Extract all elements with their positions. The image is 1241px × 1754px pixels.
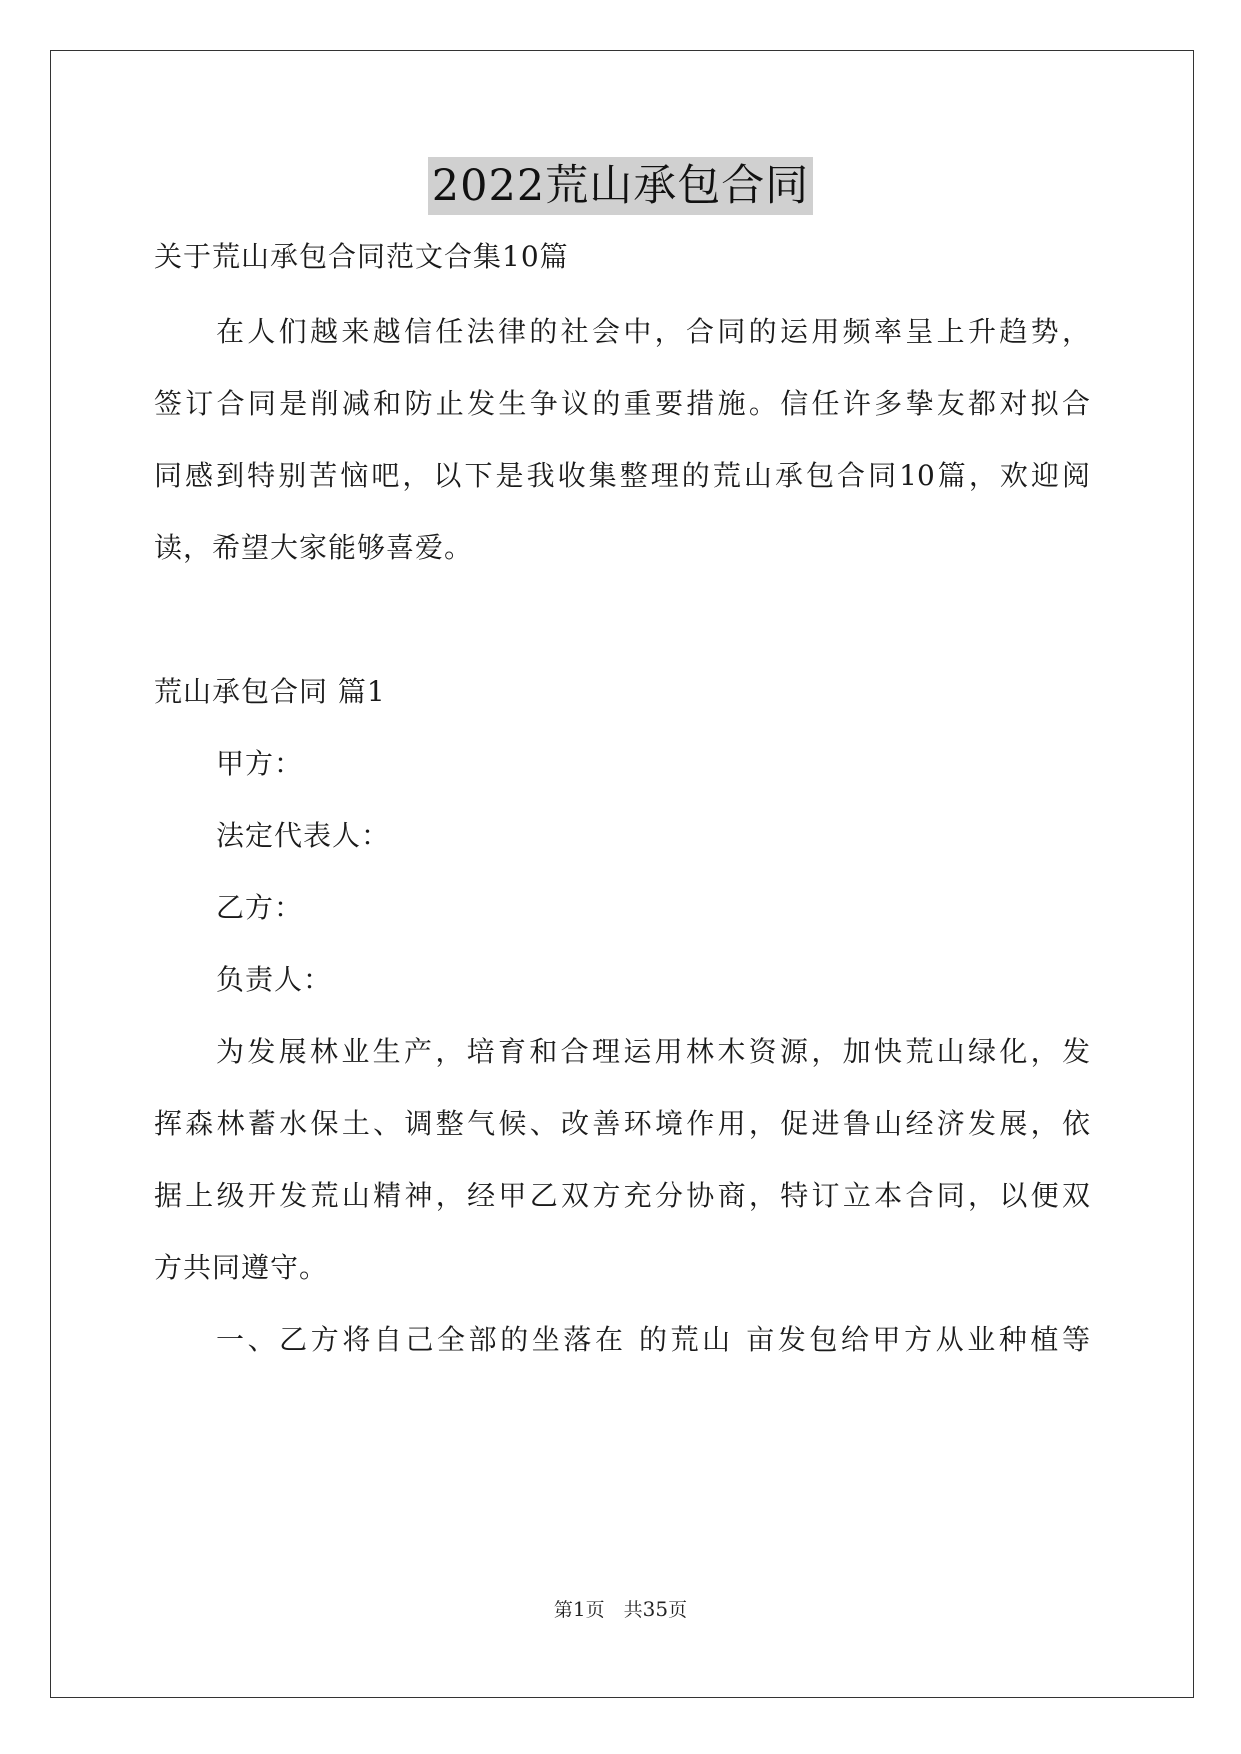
legal-representative-label: 法定代表人：: [216, 819, 391, 852]
footer-mid: 页 共: [585, 1599, 643, 1621]
intro-line-2: 签订合同是削减和防止发生争议的重要措施。信任许多挚友都对拟合: [154, 387, 1090, 420]
party-a-label: 甲方：: [216, 747, 304, 780]
footer-page-number: 1: [572, 1597, 586, 1621]
intro-line-3: 同感到特别苦恼吧，以下是我收集整理的荒山承包合同10篇，欢迎阅: [154, 459, 1090, 492]
page-footer: [0, 1597, 1241, 1622]
footer-prefix: 第: [553, 1599, 573, 1621]
purpose-line-3: 据上级开发荒山精神，经甲乙双方充分协商，特订立本合同，以便双: [154, 1179, 1090, 1212]
page-border: [50, 50, 1194, 1698]
footer-total-pages: 35: [642, 1597, 669, 1621]
clause-1-line: 一、乙方将自己全部的坐落在 的荒山 亩发包给甲方从业种植等: [216, 1323, 1090, 1356]
intro-line-1: 在人们越来越信任法律的社会中，合同的运用频率呈上升趋势，: [216, 315, 1090, 348]
party-b-label: 乙方：: [216, 891, 304, 924]
purpose-line-2: 挥森林蓄水保土、调整气候、改善环境作用，促进鲁山经济发展，依: [154, 1107, 1090, 1140]
subtitle: 关于荒山承包合同范文合集10篇: [154, 240, 569, 273]
document-title: 2022荒山承包合同: [428, 157, 813, 215]
footer-suffix: 页: [668, 1599, 688, 1621]
purpose-line-4: 方共同遵守。: [154, 1251, 329, 1284]
purpose-line-1: 为发展林业生产，培育和合理运用林木资源，加快荒山绿化，发: [216, 1035, 1090, 1068]
section-heading: 荒山承包合同 篇1: [154, 675, 386, 708]
title-container: [0, 157, 1241, 215]
person-in-charge-label: 负责人：: [216, 963, 333, 996]
intro-line-4: 读，希望大家能够喜爱。: [154, 531, 474, 564]
